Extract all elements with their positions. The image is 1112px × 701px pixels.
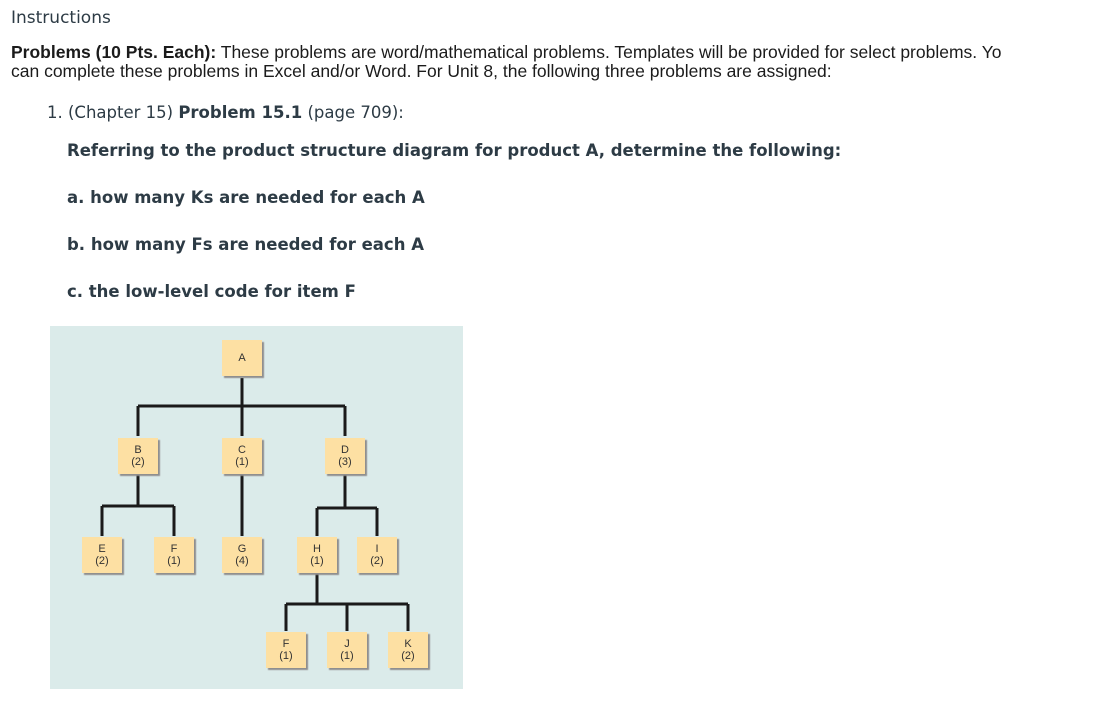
node-j (327, 632, 367, 668)
problem-title: Problem 15.1 (178, 103, 303, 122)
problem-item (47, 103, 404, 122)
question-a: a. how many Ks are needed for each A (67, 188, 425, 207)
node-letter: F (282, 638, 290, 650)
node-qty: (1) (279, 650, 293, 662)
node-letter: J (344, 638, 350, 650)
node-f-level3 (266, 632, 306, 668)
node-qty: (2) (401, 650, 415, 662)
intro-paragraph (11, 43, 1112, 81)
node-qty: (2) (131, 456, 145, 468)
node-e (82, 537, 122, 573)
problem-number: 1. (Chapter 15) (47, 103, 179, 122)
question-b: b. how many Fs are needed for each A (67, 235, 424, 254)
page-heading: Instructions (11, 8, 111, 28)
node-k (388, 632, 428, 668)
node-f-level2 (154, 537, 194, 573)
node-qty: (1) (310, 555, 324, 567)
node-letter: I (375, 543, 379, 555)
node-b (118, 438, 158, 474)
node-d (325, 438, 365, 474)
node-g (222, 537, 262, 573)
problem-prompt: Referring to the product structure diagram for product A, determine the following: (67, 141, 842, 160)
node-letter: F (170, 543, 178, 555)
node-letter: H (313, 543, 321, 555)
node-letter: K (404, 638, 412, 650)
problem-page: (page 709): (302, 103, 404, 122)
node-letter: D (341, 444, 349, 456)
node-qty: (1) (235, 456, 249, 468)
node-letter: E (98, 543, 106, 555)
node-qty: (4) (235, 555, 249, 567)
node-qty: (2) (95, 555, 109, 567)
intro-bold: Problems (10 Pts. Each): (11, 43, 217, 62)
question-c: c. the low-level code for item F (67, 282, 356, 301)
node-a (222, 340, 262, 376)
node-c (222, 438, 262, 474)
node-qty: (2) (370, 555, 384, 567)
node-i (357, 537, 397, 573)
product-structure-diagram (50, 326, 463, 689)
node-qty: (3) (338, 456, 352, 468)
node-letter: B (134, 444, 142, 456)
node-letter: C (238, 444, 246, 456)
node-letter: A (238, 352, 246, 364)
intro-line1: These problems are word/mathematical problems. Templates will be provided for select problems. Yo (216, 43, 1002, 62)
node-letter: G (237, 543, 247, 555)
node-h (297, 537, 337, 573)
intro-line2: can complete these problems in Excel and/or Word. For Unit 8, the following three problems are assigned: (11, 61, 832, 81)
node-qty: (1) (340, 650, 354, 662)
node-qty: (1) (167, 555, 181, 567)
